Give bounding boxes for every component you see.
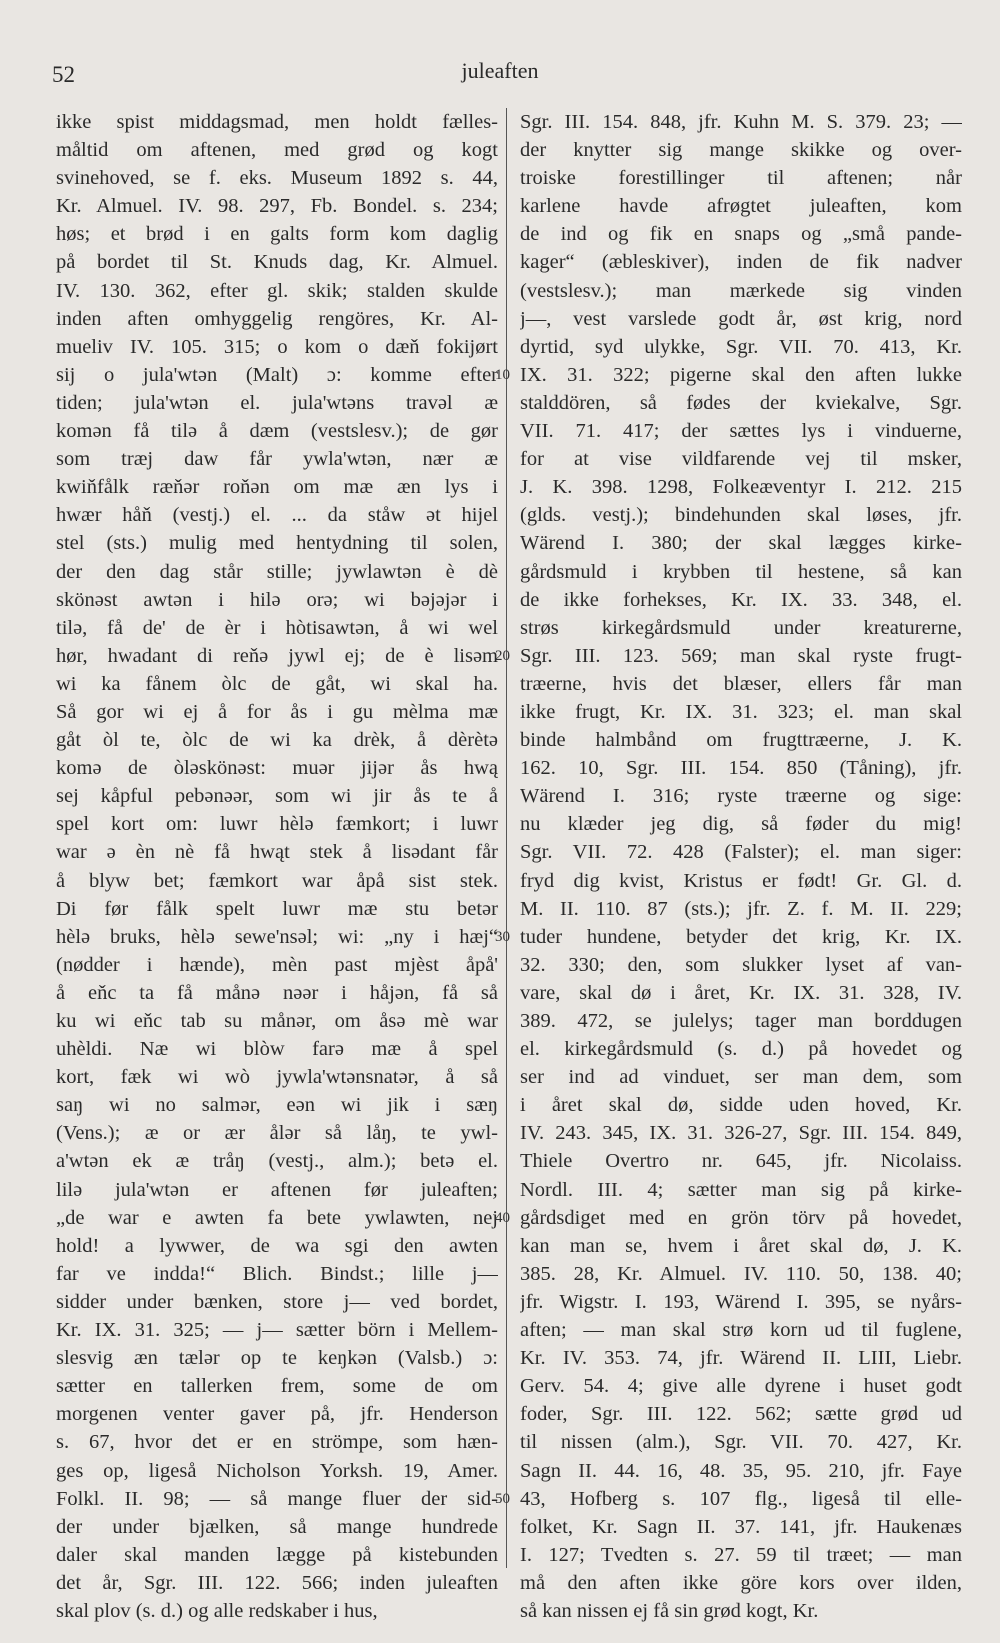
left-column-line: stel (sts.) mulig med hentydning til solen, (56, 532, 498, 555)
left-column-line: war ə èn nè få hwąt stek å lisədant får (56, 841, 498, 864)
left-column-line: sej kåpful pebənəər, som wi jir ås te å (56, 785, 498, 808)
left-column-line: ku wi eňc tab su månər, om åsə mè war (56, 1010, 498, 1032)
left-column-line: „de war e awten fa bete ywlawten, nej (56, 1206, 498, 1229)
left-column-line: sidder under bænken, store j— ved bordet, (56, 1290, 498, 1313)
right-column-line: nu klæder jeg dig, så føder du mig! (520, 813, 962, 836)
right-column-line: Kr. IV. 353. 74, jfr. Wärend II. LIII, Liebr. (520, 1347, 962, 1370)
left-column-line: komən få tilə å dæm (vestslesv.); de gør (56, 420, 498, 443)
right-column-line: 43, Hofberg s. 107 flg., ligeså til elle- (520, 1487, 962, 1510)
right-column-line: til nissen (alm.), Sgr. VII. 70. 427, Kr. (520, 1431, 962, 1454)
right-column-line: træerne, hvis det blæser, ellers får man (520, 672, 962, 695)
right-column-line: gårdsdiget med en grön törv på hovedet, (520, 1206, 962, 1229)
right-column-line: troiske forestillinger til aftenen; når (520, 167, 962, 190)
left-column-line: å blyw bet; fæmkort war åpå sist stek. (56, 869, 498, 892)
left-column-line: høs; et brød i en galts form kom daglig (56, 223, 498, 246)
right-column-line: så kan nissen ej få sin grød kogt, Kr. (520, 1599, 819, 1622)
left-column-line: det år, Sgr. III. 122. 566; inden juleaften (56, 1571, 498, 1594)
left-column-line: ikke spist middagsmad, men holdt fælles- (56, 111, 498, 133)
left-column-line: svinehoved, se f. eks. Museum 1892 s. 44, (56, 167, 498, 190)
left-column-line: Folkl. II. 98; — så mange fluer der sid- (56, 1487, 498, 1510)
right-column-line: j—, vest varslede godt år, øst krig, nord (520, 307, 962, 330)
right-column-line: gårdsmuld i krybben til hestene, så kan (520, 560, 962, 583)
right-column-line: jfr. Wigstr. I. 193, Wärend I. 395, se nyårs- (520, 1290, 962, 1313)
left-column-line: kwiňfålk ræňər roňən om mæ æn lys i (56, 476, 498, 499)
right-column-line: strøs kirkegårdsmuld under kreaturerne, (520, 616, 962, 639)
right-column-line: fryd dig kvist, Kristus er født! Gr. Gl. d. (520, 869, 962, 892)
left-column-line: saŋ wi no salmər, eən wi jik i sæŋ (56, 1094, 498, 1117)
left-column-line: (nødder i hænde), mèn past mjèst åpå' (56, 953, 498, 976)
right-column-line: vare, skal dø i året, Kr. IX. 31. 328, IV. (520, 981, 962, 1004)
left-column-line: hwær håň (vestj.) el. ... da ståw ət hijel (56, 504, 498, 527)
left-column-line: som træj daw får ywla'wtən, nær æ (56, 448, 498, 471)
right-column-line: karlene havde afrøgtet juleaften, kom (520, 195, 962, 218)
left-column-line: hèlə bruks, hèlə sewe'nsəl; wi: „ny i hæj“ (56, 925, 498, 948)
right-column-line: kan man se, hvem i året skal dø, J. K. (520, 1234, 962, 1257)
left-column-line: daler skal manden lægge på kistebunden (56, 1543, 498, 1566)
left-column-line: inden aften omhyggelig rengöres, Kr. Al- (56, 307, 498, 330)
left-column-line: lilə jula'wtən er aftenen før juleaften; (56, 1178, 498, 1201)
left-column-line: hør, hwadant di reňə jywl ej; de è lisəm (56, 644, 498, 667)
right-column-line: 162. 10, Sgr. III. 154. 850 (Tåning), jfr. (520, 757, 962, 780)
left-column-line: kort, fæk wi wò jywla'wtənsnatər, å så (56, 1066, 498, 1089)
right-column-line: aften; — man skal strø korn ud til fuglene, (520, 1319, 962, 1342)
left-column-line: ges op, ligeså Nicholson Yorksh. 19, Amer. (56, 1459, 498, 1482)
right-column-line: kager“ (æbleskiver), inden de fik nadver (520, 251, 962, 274)
right-column-line: 389. 472, se julelys; tager man borddugen (520, 1010, 962, 1032)
right-column-line: 385. 28, Kr. Almuel. IV. 110. 50, 138. 40; (520, 1262, 962, 1285)
right-column-line: stalddören, så fødes der kviekalve, Sgr. (520, 391, 962, 414)
right-column-line: folket, Kr. Sagn II. 37. 141, jfr. Haukenæs (520, 1515, 962, 1538)
right-column-line: må den aften ikke göre kors over ilden, (520, 1571, 962, 1594)
running-title: juleaften (461, 58, 539, 83)
right-column-line: de ind og fik en snaps og „små pande- (520, 223, 962, 246)
left-column-line: der under bjælken, så mange hundrede (56, 1515, 498, 1538)
column-rule (506, 108, 507, 1568)
left-column-line: skönəst awtən i hilə orə; wi bəjəjər i (56, 588, 498, 611)
left-column-line: (Vens.); æ or ær ålər så låŋ, te ywl- (56, 1122, 498, 1145)
left-column-line: måltid om aftenen, med grød og kogt (56, 139, 498, 162)
right-column-line: Wärend I. 316; ryste træerne og sige: (520, 785, 962, 808)
left-column-line: Kr. Almuel. IV. 98. 297, Fb. Bondel. s. 234; (56, 195, 498, 218)
right-column-line: Sgr. III. 123. 569; man skal ryste frugt- (520, 644, 962, 667)
right-column-line: foder, Sgr. III. 122. 562; sætte grød ud (520, 1403, 962, 1426)
right-column-line: VII. 71. 417; der sættes lys i vinduerne, (520, 420, 962, 443)
line-number-marker: 50 (495, 1490, 510, 1507)
left-column-line: spel kort om: luwr hèlə fæmkort; i luwr (56, 813, 498, 836)
right-column-line: der knytter sig mange skikke og over- (520, 139, 962, 162)
left-column-line: slesvig æn tælər op te keŋkən (Valsb.) ɔ: (56, 1347, 498, 1370)
left-column-line: s. 67, hvor det er en strömpe, som hæn- (56, 1431, 498, 1454)
left-column-line: sij o jula'wtən (Malt) ɔ: komme efter (56, 363, 498, 386)
left-column-line: sætter en tallerken frem, some de om (56, 1375, 498, 1398)
left-column-line: wi ka fånem òlc de gåt, wi skal ha. (56, 672, 498, 695)
right-column-line: dyrtid, syd ulykke, Sgr. VII. 70. 413, Kr. (520, 335, 962, 358)
right-column-line: Nordl. III. 4; sætter man sig på kirke- (520, 1178, 962, 1201)
right-column-line: ser ind ad vinduet, ser man dem, som (520, 1066, 962, 1089)
right-column-line: 32. 330; den, som slukker lyset af van- (520, 953, 962, 976)
right-column-line: IX. 31. 322; pigerne skal den aften lukke (520, 363, 962, 386)
right-column-line: I. 127; Tvedten s. 27. 59 til træet; — man (520, 1543, 962, 1566)
left-column-line: Så gor wi ej å for ås i gu mèlma mæ (56, 700, 498, 723)
right-column-line: IV. 243. 345, IX. 31. 326-27, Sgr. III. 154. 849, (520, 1122, 962, 1145)
right-column-line: de ikke forhekses, Kr. IX. 33. 348, el. (520, 588, 962, 611)
line-number-marker: 20 (495, 647, 510, 664)
right-column-line: M. II. 110. 87 (sts.); jfr. Z. f. M. II. 229; (520, 897, 962, 920)
right-column-line: J. K. 398. 1298, Folkeæventyr I. 212. 215 (520, 476, 962, 499)
page-number: 52 (52, 62, 75, 87)
right-column-line: (glds. vestj.); bindehunden skal løses, jfr. (520, 504, 962, 527)
left-column-line: tilə, få de' de èr i hòtisawtən, å wi wel (56, 616, 498, 639)
right-column-line: Thiele Overtro nr. 645, jfr. Nicolaiss. (520, 1150, 962, 1173)
left-column-line: på bordet til St. Knuds dag, Kr. Almuel. (56, 251, 498, 274)
right-column-line: Sagn II. 44. 16, 48. 35, 95. 210, jfr. Faye (520, 1459, 962, 1482)
left-column-line: der den dag står stille; jywlawtən è dè (56, 560, 498, 583)
left-column (56, 108, 498, 1625)
left-column-line: skal plov (s. d.) og alle redskaber i hus, (56, 1599, 378, 1622)
left-column-line: far ve indda!“ Blich. Bindst.; lille j— (56, 1262, 498, 1285)
left-column-line: mueliv IV. 105. 315; o kom o dæň fokijørt (56, 335, 498, 358)
right-column-line: binde halmbånd om frugttræerne, J. K. (520, 729, 962, 752)
left-column-line: a'wtən ek æ tråŋ (vestj., alm.); betə el. (56, 1150, 498, 1173)
right-column-line: Gerv. 54. 4; give alle dyrene i huset godt (520, 1375, 962, 1398)
right-column-line: i året skal dø, sidde uden hoved, Kr. (520, 1094, 962, 1117)
right-column-line: for at vise vildfarende vej til msker, (520, 448, 962, 471)
left-column-line: tiden; jula'wtən el. jula'wtəns travəl æ (56, 391, 498, 414)
right-column-line: el. kirkegårdsmuld (s. d.) på hovedet og (520, 1038, 962, 1061)
right-column-line: tuder hundene, betyder det krig, Kr. IX. (520, 925, 962, 948)
right-column-line: Sgr. III. 154. 848, jfr. Kuhn M. S. 379. 23; — (520, 111, 962, 133)
left-column-line: gåt òl te, òlc de wi ka drèk, å dèrètə (56, 729, 498, 752)
left-column-line: IV. 130. 362, efter gl. skik; stalden skulde (56, 279, 498, 302)
line-number-marker: 40 (495, 1209, 510, 1226)
right-column-line: (vestslesv.); man mærkede sig vinden (520, 279, 962, 302)
right-column-line: Wärend I. 380; der skal lægges kirke- (520, 532, 962, 555)
left-column-line: hold! a lywwer, de wa sgi den awten (56, 1234, 498, 1257)
left-column-line: komə de òləskönəst: muər jijər ås hwą (56, 757, 498, 780)
line-number-marker: 10 (495, 366, 510, 383)
left-column-line: uhèldi. Næ wi blòw farə mæ å spel (56, 1038, 498, 1061)
line-number-marker: 30 (495, 928, 510, 945)
left-column-line: morgenen venter gaver på, jfr. Henderson (56, 1403, 498, 1426)
right-column (520, 108, 962, 1625)
left-column-line: Kr. IX. 31. 325; — j— sætter börn i Mellem- (56, 1319, 498, 1342)
left-column-line: å eňc ta få månə nəər i håjən, få så (56, 981, 498, 1004)
right-column-line: Sgr. VII. 72. 428 (Falster); el. man siger: (520, 841, 962, 864)
right-column-line: ikke frugt, Kr. IX. 31. 323; el. man skal (520, 700, 962, 723)
left-column-line: Di før fålk spelt luwr mæ stu betər (56, 897, 498, 920)
